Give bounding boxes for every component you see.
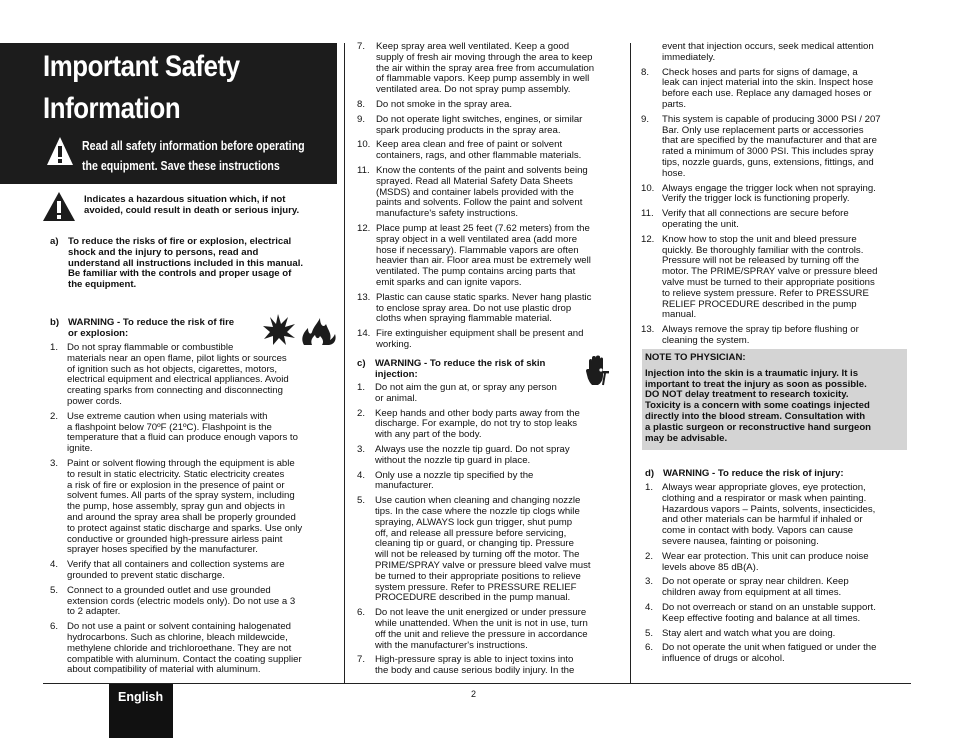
list-number: 1. bbox=[645, 482, 654, 493]
list-number: 11. bbox=[641, 208, 654, 220]
list-line: system pressure. Refer to PRESSURE RELIEF bbox=[375, 581, 577, 593]
hazard-note-line: avoided, could result in death or serious injury. bbox=[84, 204, 300, 216]
list-line: Stay alert and watch what you are doing. bbox=[662, 627, 836, 639]
section-letter: b) bbox=[50, 317, 60, 328]
section-b-line: or explosion: bbox=[68, 327, 129, 339]
list-line: and other materials can be harmful if inhaled or bbox=[662, 514, 863, 526]
list-item bbox=[357, 409, 632, 441]
list-item bbox=[645, 577, 915, 599]
list-line: Always engage the trigger lock when not spraying. bbox=[662, 182, 876, 194]
section-letter: a) bbox=[50, 236, 59, 247]
list-item bbox=[50, 412, 340, 455]
list-line: Do not operate or spray near children. Keep bbox=[662, 576, 849, 588]
list-line: cleaning tip or guard, or changing tip. Pressure bbox=[375, 538, 574, 550]
list-line: temperature that a fluid can produce enough vapors to bbox=[67, 432, 298, 444]
list-line: before each use. Replace any damaged hoses or bbox=[662, 88, 872, 100]
list-line: PROCEDURE described in the pump manual. bbox=[375, 592, 571, 604]
section-a-line: To reduce the risks of fire or explosion, electrical bbox=[68, 236, 292, 247]
list-line: electrical equipment and electrical appliances. Avoid bbox=[67, 374, 289, 386]
hazard-note bbox=[84, 195, 334, 217]
list-line: severe nausea, fainting or poisoning. bbox=[662, 535, 819, 547]
physician-note-line: Toxicity is a concern with some coatings injected bbox=[645, 400, 870, 412]
list-item bbox=[641, 68, 916, 111]
list-line: Plastic can cause static sparks. Never hang plastic bbox=[376, 291, 592, 303]
list-line: cleaning the system. bbox=[662, 334, 750, 346]
list-line: Do not use a paint or solvent containing halogenated bbox=[67, 621, 292, 633]
list-item bbox=[641, 184, 916, 206]
list-number: 2. bbox=[645, 550, 654, 562]
list-line: methylene chloride and trichloroethane. They are not bbox=[67, 642, 292, 654]
list-line: ventilated area. Do not spray pump assembly. bbox=[376, 84, 571, 96]
list-number: 2. bbox=[357, 407, 366, 419]
list-line: Always use the nozzle tip guard. Do not spray bbox=[375, 443, 570, 455]
list-number: 4. bbox=[645, 601, 654, 613]
list-line: Always wear appropriate gloves, eye protection, bbox=[662, 482, 866, 493]
list-line: High-pressure spray is able to inject toxins into bbox=[375, 654, 574, 666]
list-line: manufacture's safety instructions. bbox=[376, 208, 519, 220]
list-item bbox=[357, 100, 632, 111]
list-number: 12. bbox=[357, 222, 371, 234]
list-number: 6. bbox=[357, 607, 366, 619]
physician-note-line: may be advisable. bbox=[645, 432, 728, 444]
section-d-heading bbox=[645, 469, 915, 480]
language-label: English bbox=[118, 690, 164, 704]
section-d-label: WARNING - To reduce the risk of injury: bbox=[663, 468, 844, 479]
list-line: Keep effective footing and balance at all times. bbox=[662, 612, 861, 624]
list-number: 10. bbox=[641, 182, 655, 194]
list-line: leak can inject material into the skin. Inspect hose bbox=[662, 77, 874, 89]
list-line: emit sparks and can ignite vapors. bbox=[376, 276, 522, 288]
list-line: sprayer hoses specified by the manufacturer. bbox=[67, 544, 258, 556]
section-d-list bbox=[645, 483, 915, 669]
section-a-line: the equipment. bbox=[68, 279, 137, 291]
list-item bbox=[357, 655, 632, 677]
hazard-note-line: Indicates a hazardous situation which, if not bbox=[84, 194, 286, 205]
list-number: 8. bbox=[641, 66, 650, 78]
list-item bbox=[50, 622, 340, 676]
list-line: containers, rags, and other flammable materials. bbox=[376, 150, 582, 162]
list-item bbox=[357, 140, 632, 162]
section-a-line: shock and the injury to persons, read and bbox=[68, 246, 259, 258]
list-line: solvent fumes. All parts of the spray system, including bbox=[67, 490, 295, 502]
list-number: 8. bbox=[357, 98, 366, 110]
list-line: levels above 85 dB(A). bbox=[662, 561, 759, 573]
list-number: 10. bbox=[357, 139, 371, 151]
list-line: Pressure will not be released by turning off the bbox=[662, 255, 860, 267]
list-item bbox=[641, 115, 916, 180]
list-line: spray object in a well ventilated area (add more bbox=[376, 233, 578, 245]
list-line: hydrocarbons. Such as chlorine, bleach mildewcide, bbox=[67, 631, 288, 643]
list-line: clothing and a respirator or mask when painting. bbox=[662, 492, 867, 504]
list-line: sprayed. Read all Material Safety Data Sheets bbox=[376, 175, 573, 187]
list-item bbox=[357, 445, 632, 467]
list-item bbox=[50, 459, 340, 556]
section-c-line: injection: bbox=[375, 368, 418, 380]
list-item bbox=[357, 293, 632, 325]
list-line: grounded to prevent static discharge. bbox=[67, 569, 225, 581]
list-line: will not be released by turning off the motor. The bbox=[375, 549, 580, 561]
col3-list bbox=[641, 42, 916, 351]
list-line: come in contact with body. Vapors can cause bbox=[662, 525, 854, 537]
list-line: and around the spray area shall be properly grounded bbox=[67, 511, 296, 523]
section-b-heading bbox=[50, 318, 270, 340]
list-line: the body and cause serious bodily injury. In the bbox=[375, 665, 575, 677]
list-line: Keep hands and other body parts away from the bbox=[375, 407, 580, 419]
list-line: parts. bbox=[662, 98, 686, 110]
list-line: paints and solvents. Follow the paint and solvent bbox=[376, 197, 583, 209]
list-number: 9. bbox=[641, 113, 650, 125]
list-item bbox=[357, 329, 632, 351]
list-line: Keep area clean and free of paint or solvent bbox=[376, 139, 563, 151]
list-line: a flashpoint below 70ºF (21ºC). Flashpoint is the bbox=[67, 421, 272, 433]
list-line: to enclose spray area. Do not use plastic drop bbox=[376, 302, 572, 314]
list-number: 3. bbox=[357, 443, 366, 455]
list-line: Do not spray flammable or combustible bbox=[67, 342, 234, 353]
list-number: 6. bbox=[645, 642, 654, 654]
list-line: hose. bbox=[662, 167, 686, 179]
list-line: Hazardous vapors – Paints, solvents, insecticides, bbox=[662, 503, 876, 515]
list-number: 1. bbox=[357, 382, 366, 393]
page-number: 2 bbox=[471, 689, 477, 699]
title-line-1: Important Safety bbox=[43, 50, 240, 83]
list-line: off the unit and relieve the pressure in accordance bbox=[375, 628, 588, 640]
list-line: motor. The PRIME/SPRAY valve or pressure bleed bbox=[662, 266, 878, 278]
list-line: ventilated. The pump contains arcing parts that bbox=[376, 266, 576, 278]
list-line: spark producing products in the spray area. bbox=[376, 124, 561, 136]
list-item bbox=[50, 560, 340, 582]
list-line: tips, nozzle guards, guns, extensions, fittings, and bbox=[662, 156, 874, 168]
physician-note bbox=[645, 353, 907, 444]
list-line: Check hoses and parts for signs of damage, a bbox=[662, 66, 858, 78]
list-line: Keep spray area well ventilated. Keep a good bbox=[376, 41, 570, 52]
list-line: creating sparks from connecting and disconnecting bbox=[67, 385, 283, 397]
list-item bbox=[357, 608, 632, 651]
list-line: be turned to their appropriate positions to relieve bbox=[375, 570, 581, 582]
list-item bbox=[50, 343, 340, 408]
list-line: tips. In the case where the nozzle tip clogs while bbox=[375, 505, 580, 517]
list-number: 5. bbox=[50, 584, 59, 596]
list-line: Wear ear protection. This unit can produce noise bbox=[662, 550, 869, 562]
list-line: Do not operate the unit when fatigued or under the bbox=[662, 642, 877, 654]
list-line: children away from equipment at all times. bbox=[662, 587, 842, 599]
list-item bbox=[641, 235, 916, 321]
list-line: supply of fresh air moving through the area to keep bbox=[376, 51, 593, 63]
list-line: ignite. bbox=[67, 443, 93, 455]
list-line: valve must be turned to their appropriate positions bbox=[662, 276, 875, 288]
list-line: Do not operate light switches, engines, or similar bbox=[376, 113, 583, 125]
section-letter: d) bbox=[645, 468, 655, 479]
list-number: 5. bbox=[645, 627, 654, 639]
list-number: 2. bbox=[50, 410, 59, 422]
list-number: 13. bbox=[641, 324, 655, 336]
list-item bbox=[50, 586, 340, 618]
list-line: compatible with aluminum. Contact the coating supplier bbox=[67, 653, 302, 665]
list-line: Fire extinguisher equipment shall be present and bbox=[376, 328, 584, 340]
physician-note-line: Injection into the skin is a traumatic injury. It is bbox=[645, 367, 859, 379]
list-line: to result in static electricity. Static electricity creates bbox=[67, 468, 285, 480]
list-line: Verify that all containers and collection systems are bbox=[67, 559, 285, 571]
list-line: with the manufacturer's instructions. bbox=[375, 639, 528, 651]
list-item bbox=[645, 643, 915, 665]
physician-note-line: a plastic surgeon or reconstructive hand surgeon bbox=[645, 421, 872, 433]
list-number: 3. bbox=[645, 576, 654, 588]
list-item bbox=[645, 483, 915, 548]
list-line: Do not overreach or stand on an unstable support. bbox=[662, 601, 876, 613]
list-line: Do not aim the gun at, or spray any person bbox=[375, 382, 557, 393]
list-number: 11. bbox=[357, 164, 370, 176]
list-item bbox=[641, 209, 916, 231]
list-line: off, and release all pressure before servicing, bbox=[375, 527, 567, 539]
list-line: Do not leave the unit energized or under pressure bbox=[375, 607, 587, 619]
warning-triangle-icon bbox=[42, 191, 76, 227]
warning-triangle-icon bbox=[46, 136, 74, 171]
list-line: with any part of the body. bbox=[375, 429, 482, 441]
section-letter: c) bbox=[357, 358, 366, 369]
list-line: of ignition such as hot objects, cigarettes, motors, bbox=[67, 363, 278, 375]
list-line: operating the unit. bbox=[662, 218, 739, 230]
list-item bbox=[357, 383, 632, 405]
list-line: about compatibility of material with aluminum. bbox=[67, 664, 261, 676]
physician-note-line: DO NOT delay treatment to research toxicity. bbox=[645, 389, 849, 401]
header-subtitle bbox=[82, 136, 337, 176]
list-line: PRIME/SPRAY valve or pressure bleed valve must bbox=[375, 559, 591, 571]
list-line: RELIEF PROCEDURE described in the pump bbox=[662, 298, 857, 310]
list-line: that are specified by the manufacturer and that are bbox=[662, 135, 877, 147]
list-item bbox=[357, 166, 632, 220]
list-number: 13. bbox=[357, 291, 371, 303]
list-line: Do not smoke in the spray area. bbox=[376, 98, 512, 110]
list-number: 1. bbox=[50, 342, 59, 353]
section-c-heading bbox=[357, 359, 587, 381]
section-a-line: understand all instructions included in this manual. bbox=[68, 257, 304, 269]
list-line: manufacturer. bbox=[375, 480, 434, 492]
list-item bbox=[357, 496, 632, 604]
list-item bbox=[357, 42, 632, 96]
list-line: power cords. bbox=[67, 395, 122, 407]
list-line: Use extreme caution when using materials with bbox=[67, 410, 268, 422]
list-line: Use caution when cleaning and changing nozzle bbox=[375, 495, 581, 507]
list-line: Verify the trigger lock is functioning properly. bbox=[662, 193, 850, 205]
list-number: 9. bbox=[357, 113, 366, 125]
list-line: This system is capable of producing 3000 PSI / 207 bbox=[662, 113, 881, 125]
list-line: spraying, ALWAYS lock gun trigger, shut pump bbox=[375, 516, 573, 528]
list-line: extension cords (electric models only). Do not use a 3 bbox=[67, 595, 296, 607]
list-line: to relieve system pressure. Refer to PRESSURE bbox=[662, 287, 869, 299]
list-line: Connect to a grounded outlet and use grounded bbox=[67, 584, 271, 596]
list-item bbox=[357, 471, 632, 493]
list-number: 6. bbox=[50, 621, 59, 633]
list-line: the pump, hose assembly, spray gun and objects in bbox=[67, 501, 285, 513]
section-b-list bbox=[50, 343, 340, 680]
list-line: working. bbox=[376, 338, 412, 350]
list-item bbox=[357, 224, 632, 289]
list-number: 4. bbox=[357, 469, 366, 481]
list-line: Bar. Only use replacement parts or accessories bbox=[662, 124, 864, 136]
list-line: influence of drugs or alcohol. bbox=[662, 653, 785, 665]
section-c-line: WARNING - To reduce the risk of skin bbox=[375, 358, 546, 369]
list-line: Paint or solvent flowing through the equipment is able bbox=[67, 457, 295, 469]
list-line: to 2 adapter. bbox=[67, 606, 121, 618]
list-line: or animal. bbox=[375, 392, 418, 404]
list-line: rated a minimum of 3000 PSI. This includes spray bbox=[662, 146, 874, 158]
list-line: immediately. bbox=[662, 51, 716, 63]
list-item bbox=[645, 552, 915, 574]
list-number: 7. bbox=[357, 41, 366, 52]
list-number: 3. bbox=[50, 457, 59, 469]
list-line: event that injection occurs, seek medical attention bbox=[662, 41, 874, 52]
col2-list bbox=[357, 42, 632, 355]
language-tab bbox=[109, 684, 173, 738]
list-number: 7. bbox=[357, 654, 366, 666]
list-line: materials near an open flame, pilot lights or sources bbox=[67, 352, 287, 364]
section-c-list bbox=[357, 383, 632, 681]
list-line: a risk of fire or explosion in the presence of paint or bbox=[67, 479, 285, 491]
list-line: to protect against static discharge and sparks. Use only bbox=[67, 522, 303, 534]
list-line: quickly. Be thoroughly familiar with the controls. bbox=[662, 244, 864, 256]
section-b-line: WARNING - To reduce the risk of fire bbox=[68, 317, 235, 328]
list-line: Know the contents of the paint and solvents being bbox=[376, 164, 588, 176]
title-line-2: Information bbox=[43, 92, 181, 125]
list-line: the air within the spray area free from accumulation bbox=[376, 62, 595, 74]
list-line: Know how to stop the unit and bleed pressure bbox=[662, 233, 857, 245]
list-line: without the nozzle tip guard in place. bbox=[375, 454, 531, 466]
subtitle-line-2: the equipment. Save these instructions bbox=[82, 159, 280, 173]
section-a-line: Be familiar with the controls and proper usage of bbox=[68, 268, 292, 280]
list-number: 5. bbox=[357, 495, 366, 507]
list-line: while unattended. When the unit is not in use, turn bbox=[375, 617, 588, 629]
list-line: Verify that all connections are secure before bbox=[662, 208, 849, 220]
list-item bbox=[357, 115, 632, 137]
list-line: hose if necessary). Flammable vapors are often bbox=[376, 244, 579, 256]
section-a bbox=[50, 237, 340, 291]
list-line: Place pump at least 25 feet (7.62 meters) from the bbox=[376, 222, 590, 234]
list-line: Always remove the spray tip before flushing or bbox=[662, 324, 859, 336]
footer-rule bbox=[43, 683, 911, 684]
list-line: (MSDS) and container labels provided with the bbox=[376, 186, 574, 198]
list-line: manual. bbox=[662, 309, 697, 321]
physician-note-line: directly into the blood stream. Consultation with bbox=[645, 410, 866, 422]
list-item bbox=[645, 603, 915, 625]
list-line: Only use a nozzle tip specified by the bbox=[375, 469, 534, 481]
list-item bbox=[641, 325, 916, 347]
physician-note-line: important to treat the injury as soon as possible. bbox=[645, 378, 867, 390]
list-number: 4. bbox=[50, 559, 59, 571]
physician-note-title: NOTE TO PHYSICIAN: bbox=[645, 352, 746, 363]
list-line: discharge. For example, do not try to stop leaks bbox=[375, 418, 578, 430]
page-title bbox=[43, 46, 240, 130]
list-line: cloths when spraying flammable material. bbox=[376, 313, 552, 325]
list-line: of flammable vapors. Keep pump assembly in well bbox=[376, 73, 590, 85]
list-item bbox=[645, 629, 915, 640]
list-number: 14. bbox=[357, 328, 371, 340]
column-divider bbox=[344, 43, 345, 683]
list-line: conductive or grounded high-pressure airless paint bbox=[67, 533, 283, 545]
subtitle-line-1: Read all safety information before operating bbox=[82, 139, 305, 153]
list-number: 12. bbox=[641, 233, 655, 245]
list-item bbox=[641, 42, 916, 64]
list-line: heavier than air. Floor area must be extremely well bbox=[376, 255, 591, 267]
